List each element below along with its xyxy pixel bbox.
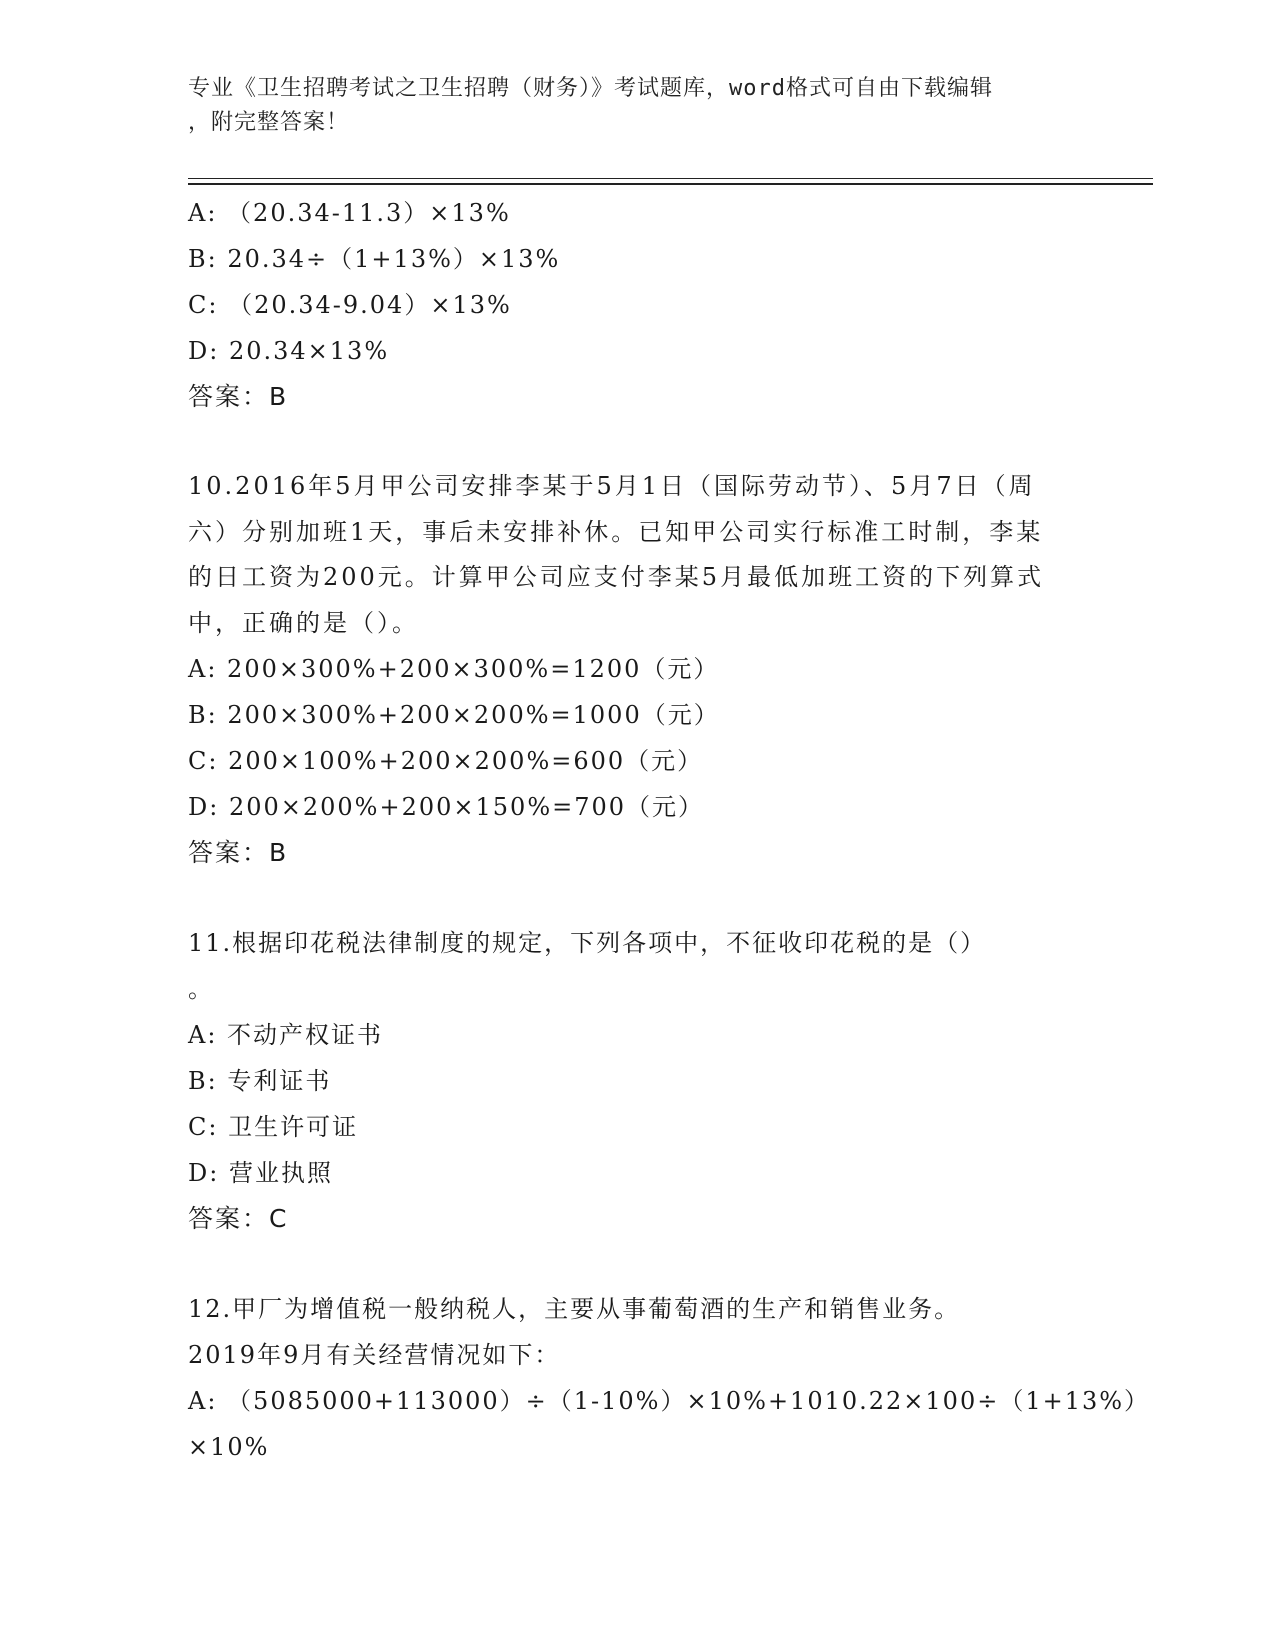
option-b: B: 专利证书 — [188, 1067, 332, 1095]
question-list — [188, 190, 1151, 1470]
answer: 答案：C — [188, 1204, 289, 1233]
option-d: D: 200×200%+200×150%=700（元） — [188, 793, 705, 821]
answer: 答案：B — [188, 382, 289, 411]
question-stem: 10.2016年5月甲公司安排李某于5月1日（国际劳动节）、5月7日（周六）分别加班1天，事后未安排补休。已知甲公司实行标准工时制，李某的日工资为200元。计算甲公司应支付李某5月最低加班工资的下列算式中，正确的是（）。 — [188, 472, 1045, 637]
document-header — [188, 72, 1068, 140]
option-c: C: 卫生许可证 — [188, 1113, 359, 1141]
header-line-1: 专业《卫生招聘考试之卫生招聘（财务）》考试题库，word格式可自由下载编辑 — [188, 76, 993, 101]
question-12 — [188, 1286, 1151, 1470]
option-a-line-1: A: （5085000+113000）÷（1-10%）×10%+1010.22×100÷（1+13%） — [188, 1387, 1151, 1415]
option-a: A: 200×300%+200×300%=1200（元） — [188, 655, 720, 683]
option-a: A: 不动产权证书 — [188, 1021, 384, 1049]
spacer — [188, 876, 1078, 920]
option-b: B: 200×300%+200×200%=1000（元） — [188, 701, 720, 729]
option-d: D: 营业执照 — [188, 1159, 333, 1187]
answer: 答案：B — [188, 838, 289, 867]
header-divider-bottom — [188, 183, 1153, 185]
question-stem-line-2: 。 — [188, 975, 214, 1003]
option-c: C: （20.34-9.04）×13% — [188, 291, 512, 319]
spacer — [188, 1242, 1078, 1286]
option-c: C: 200×100%+200×200%=600（元） — [188, 747, 704, 775]
spacer — [188, 420, 1078, 464]
question-9 — [188, 190, 1078, 420]
question-stem-line-1: 11.根据印花税法律制度的规定，下列各项中，不征收印花税的是（） — [188, 929, 987, 957]
question-stem-line-2: 2019年9月有关经营情况如下： — [188, 1341, 561, 1369]
question-10 — [188, 464, 1078, 876]
option-a: A: （20.34-11.3）×13% — [188, 199, 511, 227]
question-11 — [188, 920, 1078, 1242]
option-d: D: 20.34×13% — [188, 337, 390, 365]
header-line-2: ，附完整答案！ — [188, 110, 350, 135]
question-stem-line-1: 12.甲厂为增值税一般纳税人，主要从事葡萄酒的生产和销售业务。 — [188, 1295, 961, 1323]
option-a-line-2: ×10% — [188, 1433, 270, 1461]
header-divider-top — [188, 178, 1153, 179]
option-b: B: 20.34÷（1+13%）×13% — [188, 245, 561, 273]
